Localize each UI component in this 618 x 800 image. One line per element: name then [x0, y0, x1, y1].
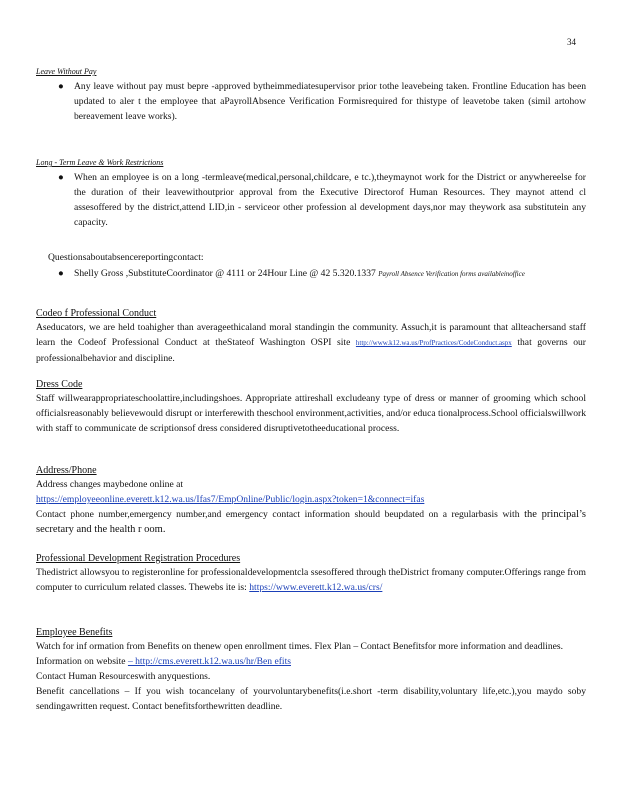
bullet-text: Any leave without pay must bepre -approved bytheimmediatesupervisor prior tothe leavebeing taken. Frontline Education has been updated to aler t the employee that aPayrollAbsence Verification Formisrequired for thistype of leavetobe taken (simil artohow bereavement leave works).	[74, 81, 586, 122]
contact-update-text	[36, 507, 586, 537]
pd-text: Thedistrict allowsyou to registeronline for professionaldevelopmentcla ssesoffered through theDistrict fromany computer.Offerings range from computer to curriculum related classes. Thewebs ite is:	[36, 567, 586, 593]
pd-registration-section	[36, 553, 586, 595]
benefits-info-label: Information on website	[36, 656, 126, 667]
address-change-text: Address changes maybedone online at	[36, 479, 184, 490]
benefits-link[interactable]: – http://cms.everett.k12.wa.us/hr/Ben efits	[127, 656, 291, 667]
leave-without-pay-bullet	[36, 79, 586, 124]
code-of-conduct-heading: Codeo f Professional Conduct	[36, 308, 157, 319]
long-term-leave-bullet	[36, 170, 586, 230]
questions-bullet	[36, 266, 586, 282]
code-of-conduct-section	[36, 308, 586, 366]
bullet-icon: ●	[58, 81, 64, 92]
benefits-contact-text: Contact Human Resourceswith anyquestions.	[36, 671, 211, 682]
employee-benefits-section	[36, 627, 586, 714]
bullet-icon: ●	[58, 268, 64, 279]
address-phone-heading: Address/Phone	[36, 465, 97, 476]
conduct-text-before: Aseducators, we are held toahigher than averageethicaland moral standingin the community. Assuch,it is paramount that allteachersand staff learn the Codeof Professional Conduct at theStateof Washington OSPI site	[36, 322, 586, 348]
dress-code-section	[36, 379, 586, 436]
benefits-info-row	[36, 654, 586, 669]
address-phone-section	[36, 465, 586, 537]
questions-label: Questionsaboutabsencereportingcontact:	[48, 252, 204, 263]
pd-registration-heading: Professional Development Registration Procedures	[36, 553, 241, 564]
bullet-text: When an employee is on a long -termleave(medical,personal,childcare, e tc.),theymaynot work for the District or anywhereelse for the duration of their leavewithoutprior approval from the Executive Directorof Human Resources. They maynot attend cl assesoffered by the district,attend LID,in - serviceor other profession al development days,nor may theywork asa substitutein any capacity.	[74, 172, 586, 228]
conduct-text-after: that governs our professionalbehavior and discipline.	[36, 337, 586, 364]
leave-without-pay-heading: Leave Without Pay	[36, 67, 97, 76]
code-of-conduct-text	[36, 320, 586, 366]
employee-benefits-heading: Employee Benefits	[36, 627, 113, 638]
contact-update-line: Contact phone number,emergency number,and emergency contact information should beupdated on a regularbasis with	[36, 509, 520, 520]
page-number: 34	[567, 37, 576, 47]
contact-text: Shelly Gross ,SubstituteCoordinator @ 4111 or 24Hour Line @ 42 5.320.1337	[74, 268, 376, 279]
code-of-conduct-link[interactable]: http://www.k12.wa.us/ProfPractices/CodeConduct.aspx	[355, 339, 512, 347]
dress-code-text: Staff willwearappropriateschoolattire,includingshoes. Appropriate attireshall excludeany type of dress or manner of grooming which school officialsreasonably believewould disrupt or interferewith theschool environment,activities, and/or educa tionalprocess.School officialswillwork with staff to communicate de scriptionsof dress considered disruptivetotheeducational process.	[36, 393, 586, 434]
leave-without-pay-section	[36, 67, 586, 124]
long-term-leave-heading: Long - Term Leave & Work Restrictions	[36, 158, 164, 167]
payroll-forms-note: Payroll Absence Verification forms availableinoffice	[378, 270, 525, 278]
benefits-watch-text: Watch for inf ormation from Benefits on thenew open enrollment times. Flex Plan – Contact Benefitsfor more information and deadlines.	[36, 641, 564, 652]
contact-update-emphasis: the principal’s secretary and the health r oom.	[36, 509, 586, 535]
employee-online-link[interactable]: https://employeeonline.everett.k12.wa.us/Ifas7/EmpOnline/Public/login.aspx?token=1&connect=ifas	[36, 494, 425, 505]
crs-link[interactable]: https://www.everett.k12.wa.us/crs/	[249, 582, 383, 593]
bullet-icon: ●	[58, 172, 64, 183]
benefit-cancellations-text: Benefit cancellations – If you wish tocancelany of yourvoluntarybenefits(i.e.short -term disability,voluntary life,etc.),you maydo soby sendingawritten request. Contact benefitsforthewritten deadline.	[36, 686, 586, 712]
dress-code-heading: Dress Code	[36, 379, 83, 390]
questions-contact	[36, 266, 586, 282]
employee-online-link-row	[36, 492, 586, 507]
long-term-leave-section	[36, 158, 586, 230]
pd-registration-text	[36, 565, 586, 595]
